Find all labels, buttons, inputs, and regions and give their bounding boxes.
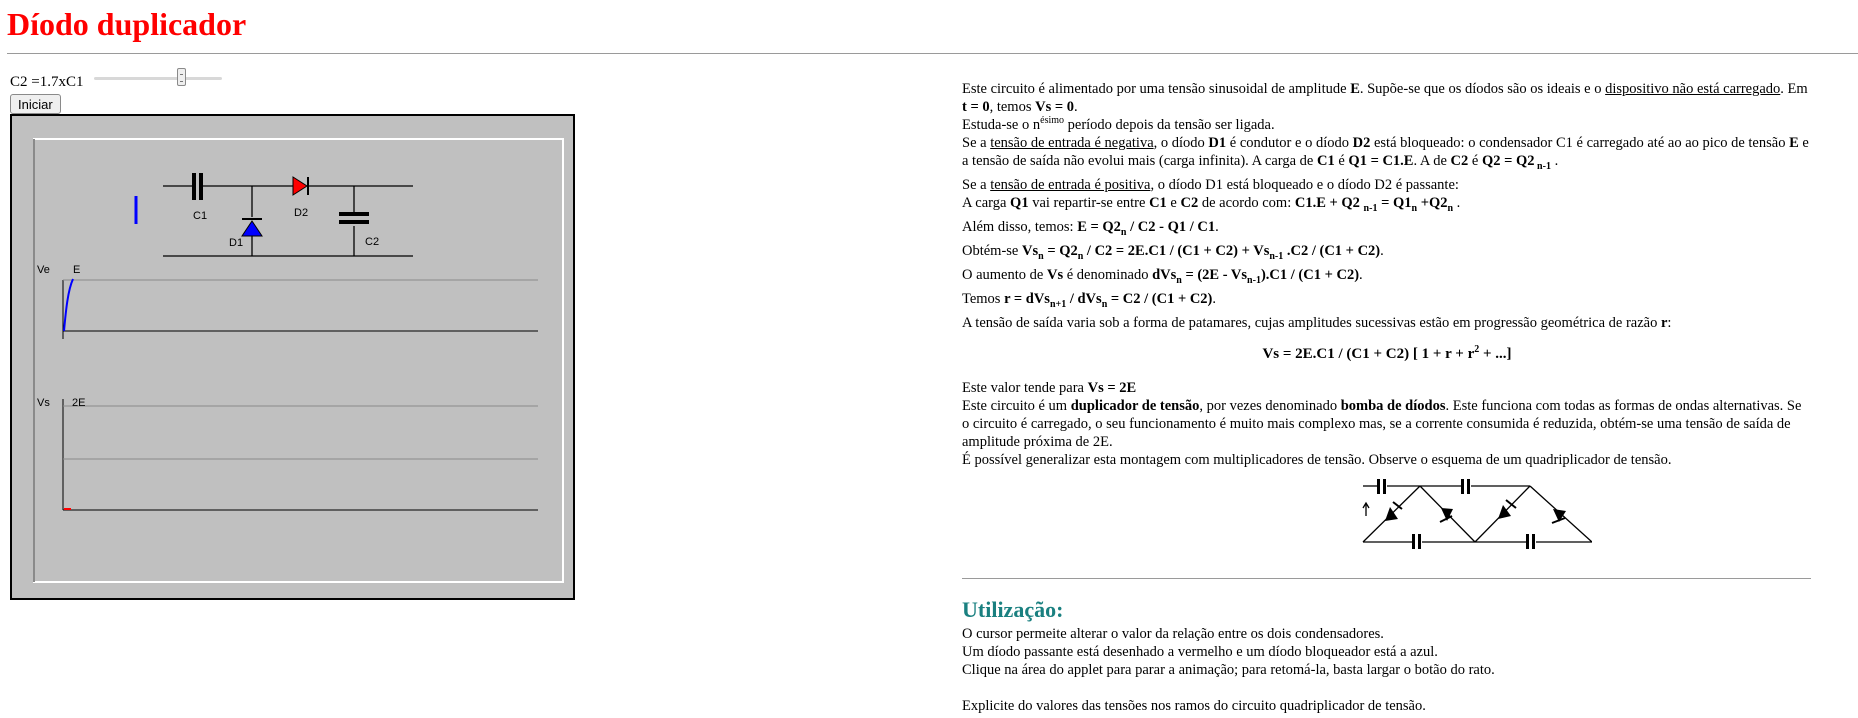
paragraph-positive-input: Se a tensão de entrada é positiva, o díodo D1 está bloqueado e o díodo D2 é passante:: [962, 177, 1459, 193]
capacitor-ratio-label: C2 =1.7xC1: [10, 74, 84, 90]
paragraph-generalize: É possível generalizar esta montagem com multiplicadores de tensão. Observe o esquema de um quadriplicador de tensão.: [962, 452, 1672, 468]
quadrupler-diagram: [1360, 476, 1592, 558]
paragraph-charge-split: A carga Q1 vai repartir-se entre C1 e C2 de acordo com: C1.E + Q2 $_{n-1} = Q1_n +Q2_n$ .: [962, 195, 1461, 214]
usage-spacer: [962, 679, 1812, 697]
page-title: Díodo duplicador: [7, 6, 247, 42]
circuit-applet[interactable]: [10, 114, 575, 600]
paragraph-intro: Este circuito é alimentado por uma tensão sinusoidal de amplitude E. Supõe-se que os díodos são os ideais e o dispositivo não está carregado. Em t = 0, temos Vs = 0.: [962, 81, 1808, 115]
link-negative-input[interactable]: tensão de entrada é negativa: [990, 135, 1154, 151]
2e-level-label: 2E: [72, 397, 86, 409]
paragraph-negative-input: Se a tensão de entrada é negativa, o díodo D1 é condutor e o díodo D2 está bloqueado: o condensador C1 é carregado até ao ao pico de tensão E e a tensão de saída não evolui mais (carga infinita). A carga de C1 é Q1 = C1.E. A de C2 é Q2 = Q2 $_{n-1}$ .: [962, 135, 1809, 172]
paragraph-obtain: Obtém-se $Vs_n = Q2_n / C2 = 2E.C1 / (C1 + C2) + Vs_{n-1}$ .C2 / (C1 + C2).: [962, 243, 1384, 262]
link-not-loaded[interactable]: dispositivo não está carregado: [1605, 81, 1781, 97]
paragraph-ratio: Temos r = dVs$_{n+1}$ / dVs$_n$ = C2 / (C1 + C2).: [962, 291, 1216, 310]
d2-label: D2: [294, 207, 309, 219]
paragraph-nth-period: Estuda-se o $n^{ésimo}$ período depois da tensão ser ligada.: [962, 115, 1275, 133]
paragraph-increase: O aumento de Vs é denominado $dVs_n = (2E - Vs_{n-1}).C1 / (C1 + C2)$.: [962, 267, 1363, 286]
capacitor-ratio-slider[interactable]: [94, 77, 222, 80]
paragraph-steps: A tensão de saída varia sob a forma de patamares, cujas amplitudes sucessivas estão em progressão geométrica de razão r:: [962, 315, 1672, 331]
link-positive-input[interactable]: tensão de entrada é positiva: [990, 177, 1151, 193]
paragraph-limit: Este valor tende para Vs = 2E: [962, 380, 1137, 396]
usage-heading: Utilização:: [962, 597, 1064, 622]
e-level-label: E: [73, 264, 81, 276]
start-button[interactable]: Iniciar: [10, 94, 61, 114]
ve-axis-label: Ve: [37, 264, 50, 276]
paragraph-also: Além disso, temos: $E = Q2_n / C2 - Q1 / C1$.: [962, 219, 1219, 238]
paragraph-doubler: Este circuito é um duplicador de tensão, por vezes denominado bomba de díodos. Este funciona com todas as formas de ondas alternativas. Se o circuito é carregado, o seu funcionamento é muito mais complexo mas, se a corrente consumida é reduzida, obtém-se uma tensão de saída de amplitude próxima de 2E.: [962, 398, 1802, 450]
vs-axis-label: Vs: [37, 397, 50, 409]
title-divider: [7, 53, 1858, 54]
section-divider: [962, 578, 1811, 579]
explanation-text: [962, 80, 1812, 560]
c1-label: C1: [193, 210, 208, 222]
formula: Vs = 2E.C1 / (C1 + C2) [ $1 + r + r^2$ + ...]: [1262, 344, 1512, 362]
usage-line: Clique na área do applet para parar a animação; para retomá-la, basta largar o botão do rato.: [962, 662, 1495, 678]
d1-label: D1: [229, 237, 244, 249]
c2-label: C2: [365, 236, 380, 248]
usage-text: [962, 625, 1812, 715]
usage-line: Um díodo passante está desenhado a vermelho e um díodo bloqueador está a azul.: [962, 644, 1438, 660]
usage-exercise: Explicite do valores das tensões nos ramos do circuito quadriplicador de tensão.: [962, 698, 1426, 714]
slider-thumb[interactable]: [177, 68, 186, 86]
usage-line: O cursor permeite alterar o valor da relação entre os dois condensadores.: [962, 626, 1384, 642]
